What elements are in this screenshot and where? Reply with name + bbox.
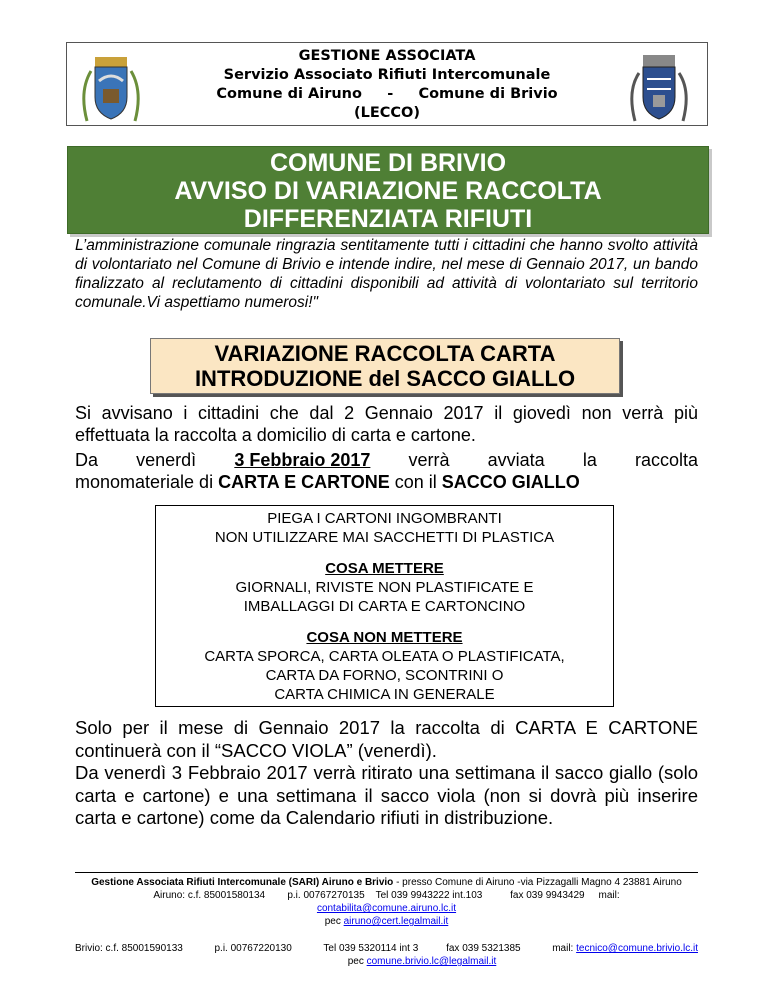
word: raccolta [634, 450, 698, 470]
brivio-crest-icon [629, 51, 689, 123]
brivio-cf: Brivio: c.f. 85001590133 [75, 943, 183, 954]
intro-paragraph: L’amministrazione comunale ringrazia sentitamente tutti i cittadini che hanno svolto attività di volontariato nel Comune di Brivio e intende indire, nel mese di Gennaio 2017, un bando finalizzato al reclutamento di cittadini disponibili ad attività di volontariato sul territorio comunale.Vi aspettiamo numerosi!" [75, 237, 698, 311]
rule-fold: PIEGA I CARTONI INGOMBRANTI [267, 510, 502, 527]
brivio-pec-link[interactable]: comune.brivio.lc@legalmail.it [366, 956, 497, 967]
airuno-mail-link[interactable]: contabilita@comune.airuno.lc.it [316, 903, 457, 914]
word: Da [75, 450, 99, 470]
what-to-put-line: IMBALLAGGI DI CARTA E CARTONCINO [243, 598, 526, 615]
what-not-to-put-line: CARTA CHIMICA IN GENERALE [274, 686, 495, 703]
word: verrà [408, 450, 450, 470]
notice-thursday-collection: Si avvisano i cittadini che dal 2 Gennaio 2017 il giovedì non verrà più effettuata la raccolta a domicilio di carta e cartone. [75, 403, 698, 445]
letterhead [66, 42, 708, 126]
pec-label: pec [324, 916, 344, 927]
header-line-1: GESTIONE ASSOCIATA [298, 48, 476, 64]
pec-label: pec [347, 956, 367, 967]
rules-box [155, 505, 614, 707]
text: monomateriale di [75, 472, 219, 492]
header-line-4: (LECCO) [353, 105, 420, 121]
title-banner [67, 146, 709, 234]
start-date: 3 Febbraio 2017 [234, 450, 371, 470]
mail-label: mail: [552, 943, 577, 954]
footer-airuno-line: Airuno: c.f. 85001580134 p.i. 00767270135 Tel 039 9943222 int.103 fax 039 9943429 mail: [153, 890, 620, 901]
header-line-3: Comune di Airuno - Comune di Brivio [216, 86, 558, 102]
section-heading-box [150, 338, 620, 394]
word: la [582, 450, 597, 470]
what-not-to-put-heading: COSA NON METTERE [306, 629, 463, 646]
text: con il [389, 472, 442, 492]
header-line-2: Servizio Associato Rifiuti Intercomunale [223, 67, 551, 83]
what-to-put-line: GIORNALI, RIVISTE NON PLASTIFICATE E [235, 579, 534, 596]
section-heading-line-2: INTRODUZIONE del SACCO GIALLO [194, 366, 576, 391]
notice-4: Da venerdì 3 Febbraio 2017 verrà ritirato una settimana il sacco giallo (solo carta e cartone) e una settimana il sacco viola (non si dovrà più inserire carta e cartone) come da Calendario rifiuti in distribuzione. [75, 762, 698, 828]
what-not-to-put-line: CARTA SPORCA, CARTA OLEATA O PLASTIFICATA, [204, 648, 565, 665]
brivio-tel: Tel 039 5320114 int 3 fax 039 5321385 [323, 943, 521, 954]
word: venerdì [136, 450, 197, 470]
bag-name: SACCO GIALLO [441, 472, 580, 492]
footer-org-address: - presso Comune di Airuno -via Pizzagalli Magno 4 23881 Airuno [393, 877, 682, 888]
what-not-to-put-line: CARTA DA FORNO, SCONTRINI O [265, 667, 504, 684]
banner-line-1: COMUNE DI BRIVIO [269, 149, 507, 177]
word: avviata [487, 450, 545, 470]
what-to-put-heading: COSA METTERE [325, 560, 444, 577]
notice-january-purple-bag [75, 717, 698, 830]
brivio-pi: p.i. 00767220130 [214, 943, 292, 954]
rule-no-plastic: NON UTILIZZARE MAI SACCHETTI DI PLASTICA [214, 529, 555, 546]
brivio-mail-link[interactable]: tecnico@comune.brivio.lc.it [576, 943, 698, 954]
footer [75, 872, 698, 968]
banner-line-2: AVVISO DI VARIAZIONE RACCOLTA [174, 177, 602, 205]
section-heading-line-1: VARIAZIONE RACCOLTA CARTA [214, 341, 556, 366]
airuno-pec-link[interactable]: airuno@cert.legalmail.it [343, 916, 449, 927]
material-name: CARTA E CARTONE [218, 472, 390, 492]
banner-line-3: DIFFERENZIATA RIFIUTI [243, 205, 533, 233]
footer-org: Gestione Associata Rifiuti Intercomunale (SARI) Airuno e Brivio [91, 877, 394, 888]
notice-start-date [75, 449, 698, 493]
notice-3: Solo per il mese di Gennaio 2017 la raccolta di CARTA E CARTONE continuerà con il “SACCO VIOLA” (venerdì). [75, 717, 698, 761]
